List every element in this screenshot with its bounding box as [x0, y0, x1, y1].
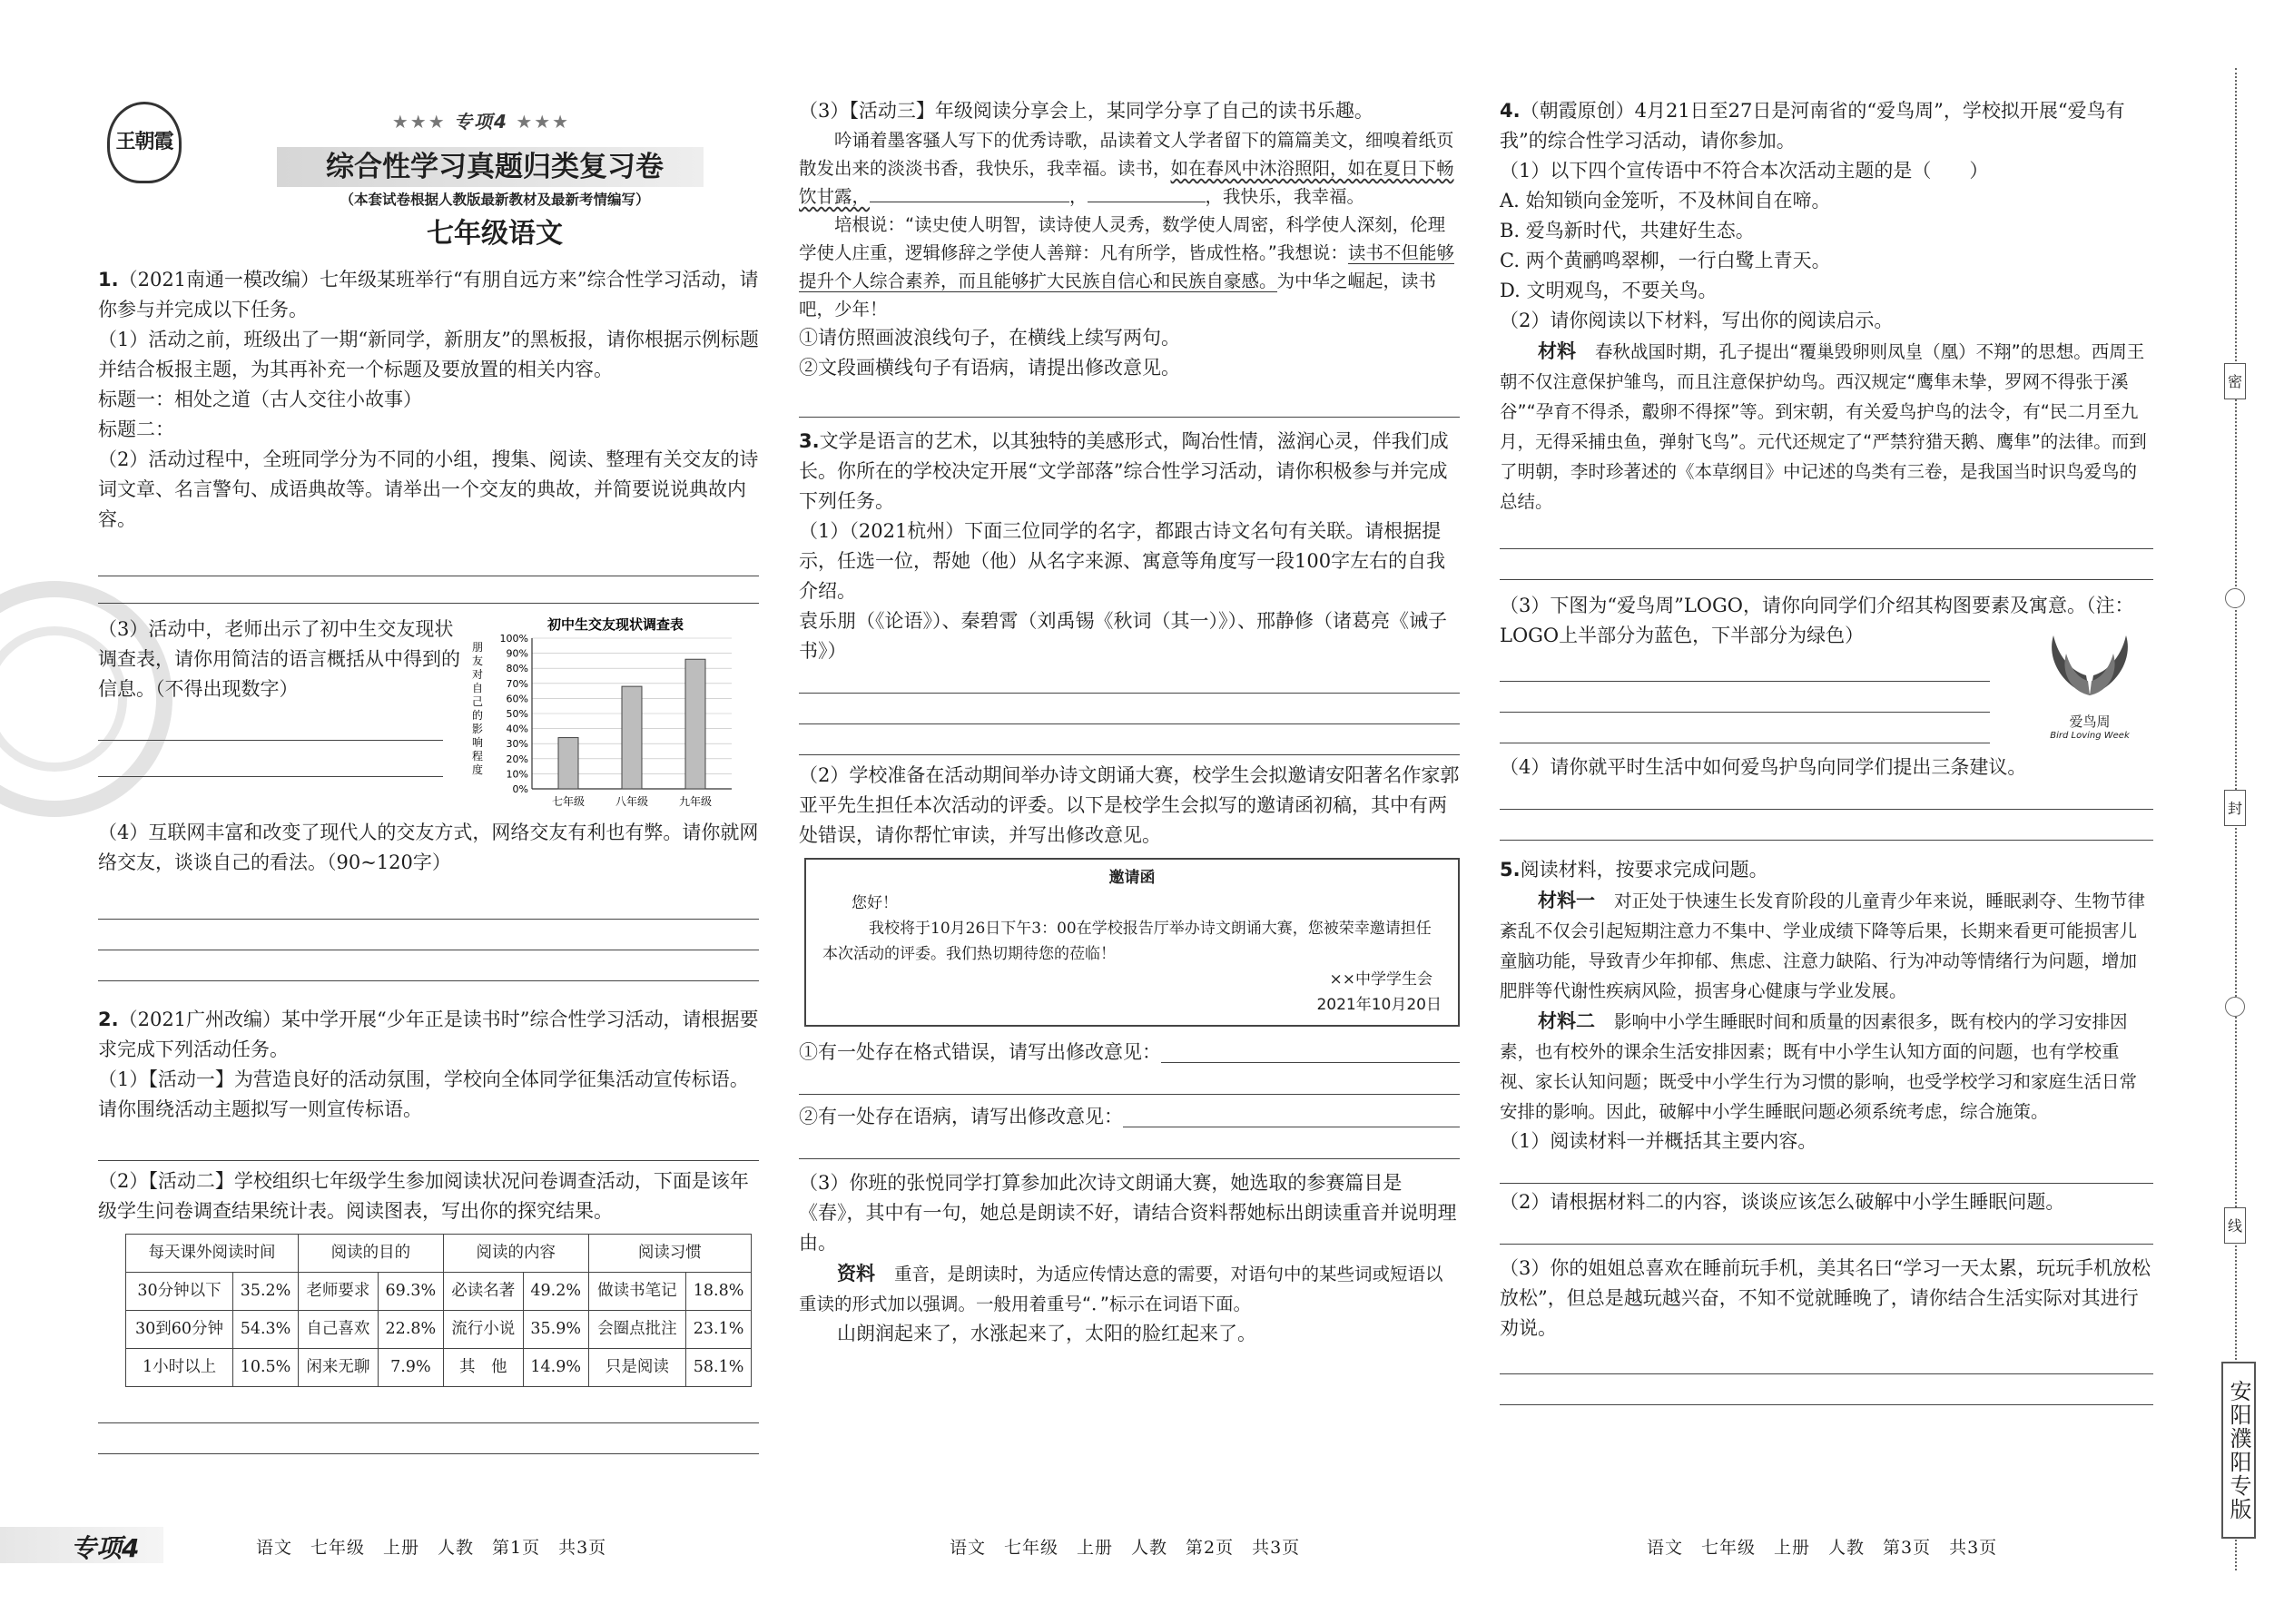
y-tick-label: 90%: [506, 647, 528, 660]
answer-line[interactable]: [799, 1068, 1460, 1095]
answer-line[interactable]: [98, 1423, 759, 1454]
bar: [622, 686, 642, 789]
answer-line[interactable]: [98, 535, 759, 576]
answer-line[interactable]: [98, 1125, 759, 1161]
footer-page-1: 语文 七年级 上册 人教 第1页 共3页: [256, 1538, 607, 1558]
stars-right: ★★★: [516, 111, 571, 133]
letter-greeting: 您好！: [852, 894, 898, 912]
passage-wavy: 如在春风中沐浴照阳，如在夏日下畅饮甘露，: [799, 158, 1454, 207]
y-axis-label: 朋: [472, 641, 484, 654]
answer-line[interactable]: [1500, 1217, 2153, 1245]
answer-line[interactable]: [1500, 549, 2153, 580]
answer-line[interactable]: [799, 666, 1460, 694]
material-label: 材料二: [1538, 1009, 1595, 1032]
q3-material: [799, 1258, 1460, 1319]
y-tick-label: 80%: [506, 663, 528, 675]
table-header-row: [126, 1235, 752, 1273]
fill-blank[interactable]: [1088, 182, 1206, 202]
passage-text: 培根说：“读史使人明智，读诗使人灵秀，数学使人周密，科学使人深刻，伦理学使人庄重，逻辑修辞之学使人善辩：凡有所学，皆成性格。”我想说：: [799, 214, 1446, 263]
y-axis-label: 响: [472, 736, 484, 749]
table-cell: 35.9%: [523, 1311, 588, 1349]
x-tick-label: 八年级: [615, 795, 649, 808]
q3-sub2: （2）学校准备在活动期间举办诗文朗诵大赛，校学生会拟邀请安阳著名作家郭亚平先生担任本次活动的评委。以下是校学生会拟写的邀请函初稿，其中有两处错误，请你帮忙审读，并写出修改意见。: [799, 764, 1460, 846]
answer-line[interactable]: [1500, 517, 2153, 549]
y-tick-label: 30%: [506, 738, 528, 751]
doc-title: 综合性学习真题归类复习卷: [326, 151, 664, 183]
bar-chart: [461, 615, 752, 814]
answer-line[interactable]: [799, 1132, 1460, 1159]
material-text: 春秋战国时期，孔子提出“覆巢毁卵则凤皇（凰）不翔”的思想。西周王朝不仅注意保护雏鸟，而且注意保护幼鸟。西汉规定“鹰隼未挚，罗网不得张于溪谷”“孕育不得杀，鷇卵不得探”等。到宋朝，有关爱鸟护鸟的法令，有“民二月至九月，无得采捕虫鱼，弹射飞鸟”。元代还规定了“严禁狩猎天鹅、鹰隼”的法律。而到了明朝，李时珍著述的《本草纲目》中记述的鸟类有三卷，是我国当时识鸟爱鸟的总结。: [1500, 341, 2147, 512]
seal-label: 线: [2224, 1207, 2246, 1244]
answer-line[interactable]: [1500, 810, 2153, 841]
table-cell: 老师要求: [298, 1273, 378, 1311]
q4-sub3: （3）下图为“爱鸟周”LOGO，请你向同学们介绍其构图要素及寓意。（注：LOGO上半部分为蓝色，下半部分为绿色）: [1500, 595, 2134, 646]
table-cell: 会圈点批注: [588, 1311, 685, 1349]
q2-bacon-passage: [799, 211, 1460, 323]
y-tick-label: 60%: [506, 693, 528, 705]
answer-line[interactable]: [98, 920, 759, 950]
table-cell: 30到60分钟: [126, 1311, 233, 1349]
bird-week-logo: [2026, 632, 2153, 741]
binding-hole: [2225, 588, 2245, 608]
seal-label: 密: [2224, 363, 2246, 399]
table-cell: 只是阅读: [588, 1349, 685, 1387]
material-label: 资料: [837, 1262, 875, 1284]
answer-line[interactable]: [1500, 682, 1990, 713]
table-row: [126, 1273, 752, 1311]
answer-line[interactable]: [1161, 1038, 1460, 1063]
y-axis-label: 影: [472, 723, 484, 735]
q2-reading-passage: 吟诵着墨客骚人写下的优秀诗歌，品读着文人学者留下的篇篇美文，细嗅着纸页散发出来的淡淡书香，我快乐，我幸福。读书，如在春风中沐浴照阳，如在夏日下畅饮甘露， ， ，我快乐，我幸福。: [799, 130, 1454, 207]
logo-caption: 爱鸟周: [2069, 714, 2111, 730]
table-row: [126, 1349, 752, 1387]
question-3: [799, 427, 1460, 1349]
table-header: 阅读的目的: [298, 1235, 443, 1273]
table-cell: 1小时以上: [126, 1349, 233, 1387]
answer-line[interactable]: [799, 383, 1460, 418]
q3-names: 袁乐朋（《论语》）、秦碧霄（刘禹锡《秋词（其一）》）、邢静修（诸葛亮《诫子书》）: [799, 610, 1447, 662]
q2-item2: ②文段画横线句子有语病，请提出修改意见。: [799, 357, 1180, 379]
table-cell: 14.9%: [523, 1349, 588, 1387]
answer-line[interactable]: [1500, 713, 1990, 743]
table-header: 每天课外阅读时间: [126, 1235, 299, 1273]
footer-tag: 专项4: [71, 1533, 140, 1563]
passage-text: 吟诵着墨客骚人写下的优秀诗歌，品读着文人学者留下的篇篇美文，细嗅着纸页散发出来的淡淡书香，我快乐，我幸福。读书，: [799, 130, 1454, 179]
q4-sub4: （4）请你就平时生活中如何爱鸟护鸟向同学们提出三条建议。: [1500, 756, 2027, 778]
y-axis-label: 程: [472, 750, 484, 763]
q1-sub3: （3）活动中，老师出示了初中生交友现状调查表，请你用简洁的语言概括从中得到的信息。（不得出现数字）: [98, 618, 460, 700]
table-cell: 闲来无聊: [298, 1349, 378, 1387]
answer-line[interactable]: [98, 576, 759, 604]
q1-title1: 标题一：相处之道（古人交往小故事）: [98, 389, 422, 410]
answer-line[interactable]: [799, 724, 1460, 755]
material-label: 材料: [1538, 340, 1576, 362]
q2-item1: ①请仿照画波浪线句子，在横线上续写两句。: [799, 327, 1180, 349]
y-tick-label: 40%: [506, 723, 528, 735]
answer-line[interactable]: [1500, 782, 2153, 810]
q4-sub1: （1）以下四个宣传语中不符合本次活动主题的是（ ）: [1500, 160, 1989, 182]
table-cell: 流行小说: [443, 1311, 523, 1349]
y-tick-label: 20%: [506, 753, 528, 765]
table-header: 阅读的内容: [443, 1235, 588, 1273]
x-tick-label: 七年级: [551, 795, 586, 808]
binding-hole: [2225, 997, 2245, 1017]
q4-option[interactable]: C. 两个黄鹂鸣翠柳，一行白鹭上青天。: [1500, 250, 1831, 271]
table-cell: 7.9%: [378, 1349, 443, 1387]
edition-label: 安阳濮阳专版: [2221, 1362, 2256, 1539]
bar: [685, 659, 705, 789]
y-axis-label: 度: [472, 763, 484, 776]
answer-line[interactable]: [98, 950, 759, 981]
y-axis-label: 对: [472, 668, 484, 681]
stars-left: ★★★: [391, 111, 447, 133]
passage-underlined: 读书不但能够提升个人综合素养，而且能够扩大民族自信心和民族自豪感。: [799, 242, 1454, 291]
passage-text: ，我快乐，我幸福。: [1205, 186, 1365, 207]
table-cell: 49.2%: [523, 1273, 588, 1311]
passage-text: 为中华之崛起，读书吧，少年！: [799, 271, 1437, 320]
q4-option[interactable]: A. 始知锁向金笼听，不及林间自在啼。: [1500, 190, 1831, 212]
logo-badge: [107, 102, 182, 183]
material-text: 对正处于快速生长发育阶段的儿童青少年来说，睡眠剥夺、生物节律紊乱不仅会引起短期注意力不集中、学业成绩下降等后果，长期来看更可能损害儿童脑功能，导致青少年抑郁、焦虑、注意力缺陷、行为冲动等情绪行为问题，增加肥胖等代谢性疾病风险，损害身心健康与学业发展。: [1500, 891, 2146, 1001]
y-tick-label: 70%: [506, 677, 528, 690]
q2-sub3: （3）【活动三】年级阅读分享会上，某同学分享了自己的读书乐趣。: [799, 100, 1373, 122]
q5-number: 5.: [1500, 859, 1521, 881]
q4-sub2: （2）请你阅读以下材料，写出你的阅读启示。: [1500, 310, 1894, 331]
y-axis-label: 己: [472, 695, 484, 708]
answer-line[interactable]: [799, 694, 1460, 724]
q2-sub2: （2）【活动二】学校组织七年级学生参加阅读状况问卷调查活动，下面是该年级学生问卷调查结果统计表。阅读图表，写出你的探究结果。: [98, 1170, 749, 1222]
y-axis-label: 的: [472, 709, 484, 722]
answer-line[interactable]: [1500, 1343, 2153, 1374]
table-row: [126, 1311, 752, 1349]
table-header: 阅读习惯: [588, 1235, 751, 1273]
q1-sub1: （1）活动之前，班级出了一期“新同学，新朋友”的黑板报，请你根据示例标题并结合板报主题，为其再补充一个标题及要放置的相关内容。: [98, 329, 759, 380]
q1-number: 1.: [98, 269, 119, 290]
q3-item1: ①有一处存在格式错误，请写出修改意见：: [799, 1041, 1161, 1063]
q1-sub2: （2）活动过程中，全班同学分为不同的小组，搜集、阅读、整理有关交友的诗词文章、名言警句、成语典故等。请举出一个交友的典故，并简要说说典故内容。: [98, 448, 759, 530]
header-banner: [254, 107, 708, 133]
q4-number: 4.: [1500, 100, 1521, 122]
answer-line[interactable]: [98, 1387, 759, 1423]
logo-text: 王朝霞: [115, 130, 173, 153]
q2-sub1: （1）【活动一】为营造良好的活动氛围，学校向全体同学征集活动宣传标语。请你围绕活动主题拟写一则宣传标语。: [98, 1068, 749, 1120]
q3-sentence: 山朗润起来了，水涨起来了，太阳的脸红起来了。: [837, 1323, 1256, 1344]
q3-stem: 文学是语言的艺术，以其独特的美感形式，陶冶性情，滋润心灵，伴我们成长。你所在的学校决定开展“文学部落”综合性学习活动，请你积极参与并完成下列任务。: [799, 430, 1449, 512]
q4-option[interactable]: D. 文明观鸟，不要关鸟。: [1500, 280, 1718, 301]
question-5: [1500, 855, 2153, 1405]
y-tick-label: 50%: [506, 708, 528, 720]
table-cell: 其 他: [443, 1349, 523, 1387]
answer-line[interactable]: [1500, 651, 1990, 682]
q3-item2: ②有一处存在语病，请写出修改意见：: [799, 1106, 1123, 1127]
table-cell: 23.1%: [686, 1311, 752, 1349]
special-label: 专项4: [454, 111, 508, 133]
answer-line[interactable]: [1500, 1156, 2153, 1184]
answer-line[interactable]: [1500, 1374, 2153, 1405]
answer-line[interactable]: [1123, 1102, 1460, 1127]
invitation-letter: [804, 858, 1460, 1027]
answer-line[interactable]: [98, 741, 443, 777]
q1-title2: 标题二：: [98, 418, 174, 440]
question-4: [1500, 96, 2153, 841]
q4-stem: （朝霞原创）4月21日至27日是河南省的“爱鸟周”，学校拟开展“爱鸟有我”的综合性学习活动，请你参加。: [1500, 100, 2125, 152]
q5-sub1: （1）阅读材料一并概括其主要内容。: [1500, 1130, 1817, 1152]
y-axis-label: 自: [472, 682, 484, 694]
y-tick-label: 0%: [512, 783, 528, 795]
material-text: 重音，是朗读时，为适应传情达意的需要，对语句中的某些词或短语以重读的形式加以强调。一般用着重号“．”标示在词语下面。: [799, 1264, 1443, 1314]
q2-stem: （2021广州改编）某中学开展“少年正是读书时”综合性学习活动，请根据要求完成下列活动任务。: [98, 1009, 759, 1060]
q5-sub2: （2）请根据材料二的内容，谈谈应该怎么破解中小学生睡眠问题。: [1500, 1191, 2065, 1213]
table-cell: 自己喜欢: [298, 1311, 378, 1349]
q5-material-2: [1500, 1006, 2153, 1127]
table-cell: 35.2%: [233, 1273, 299, 1311]
q4-material: [1500, 336, 2153, 517]
q5-stem: 阅读材料，按要求完成问题。: [1520, 859, 1768, 881]
doc-subject: 七年级语文: [427, 218, 563, 250]
question-1: [98, 265, 759, 981]
q5-material-1: [1500, 885, 2153, 1006]
reading-survey-table: [125, 1234, 752, 1387]
bar: [558, 738, 578, 789]
letter-title: 邀请函: [1108, 869, 1156, 887]
letter-body: 我校将于10月26日下午3：00在学校报告厅举办诗文朗诵大赛，您被荣幸邀请担任本次活动的评委。我们热切期待您的莅临！: [822, 920, 1432, 963]
q5-sub3: （3）你的姐姐总喜欢在睡前玩手机，美其名曰“学习一天太累，玩玩手机放松放松”，但总是越玩越兴奋，不知不觉就睡晚了，请你结合生活实际对其进行劝说。: [1500, 1257, 2151, 1339]
table-cell: 10.5%: [233, 1349, 299, 1387]
q2-number: 2.: [98, 1009, 119, 1030]
answer-line[interactable]: [98, 704, 443, 741]
table-cell: 58.1%: [686, 1349, 752, 1387]
q4-option[interactable]: B. 爱鸟新时代，共建好生态。: [1500, 220, 1755, 241]
fill-blank[interactable]: [870, 182, 1069, 202]
chart-title: 初中生交友现状调查表: [546, 616, 684, 633]
q3-sub3: （3）你班的张悦同学打算参加此次诗文朗诵大赛，她选取的参赛篇目是《春》，其中有一句，她总是朗读不好，请结合资料帮她标出朗读重音并说明理由。: [799, 1172, 1457, 1254]
q1-stem: （2021南通一模改编）七年级某班举行“有朋自远方来”综合性学习活动，请你参与并完成以下任务。: [98, 269, 759, 320]
chart-svg: [461, 615, 752, 814]
material-text: 影响中小学生睡眠时间和质量的因素很多，既有校内的学习安排因素，也有校外的课余生活安排因素；既有中小学生认知方面的问题，也有学校重视、家长认知问题；既受中小学生行为习惯的影响，也受学校学习和家庭生活日常安排的影响。因此，破解中小学生睡眠问题必须系统考虑，综合施策。: [1500, 1011, 2138, 1122]
table-cell: 54.3%: [233, 1311, 299, 1349]
q3-number: 3.: [799, 430, 820, 452]
x-tick-label: 九年级: [678, 795, 713, 808]
table-cell: 18.8%: [686, 1273, 752, 1311]
q3-sub1: （1）（2021杭州）下面三位同学的名字，都跟古诗文名句有关联。请根据提示，任选一位，帮她（他）从名字来源、寓意等角度写一段100字左右的自我介绍。: [799, 520, 1446, 602]
seal-label: 封: [2224, 790, 2246, 826]
y-tick-label: 10%: [506, 768, 528, 781]
q1-sub4: （4）互联网丰富和改变了现代人的交友方式，网络交友有利也有弊。请你就网络交友，谈谈自己的看法。（90~120字）: [98, 822, 759, 873]
doc-note: （本套试卷根据人教版最新教材及最新考情编写）: [340, 191, 650, 208]
letter-sign: ××中学学生会: [1329, 970, 1433, 989]
letter-date: 2021年10月20日: [1316, 996, 1442, 1014]
table-cell: 做读书笔记: [588, 1273, 685, 1311]
table-cell: 30分钟以下: [126, 1273, 233, 1311]
answer-line[interactable]: [98, 878, 759, 920]
logo-caption-en: Bird Loving Week: [2050, 731, 2130, 741]
table-cell: 22.8%: [378, 1311, 443, 1349]
footer-page-3: 语文 七年级 上册 人教 第3页 共3页: [1647, 1538, 1998, 1558]
material-label: 材料一: [1538, 889, 1595, 911]
question-2: [98, 1005, 759, 1454]
bird-wings-icon: [2026, 632, 2153, 704]
y-axis-label: 友: [472, 655, 484, 667]
y-tick-label: 100%: [499, 633, 528, 645]
table-cell: 69.3%: [378, 1273, 443, 1311]
table-cell: 必读名著: [443, 1273, 523, 1311]
footer-page-2: 语文 七年级 上册 人教 第2页 共3页: [950, 1538, 1301, 1558]
